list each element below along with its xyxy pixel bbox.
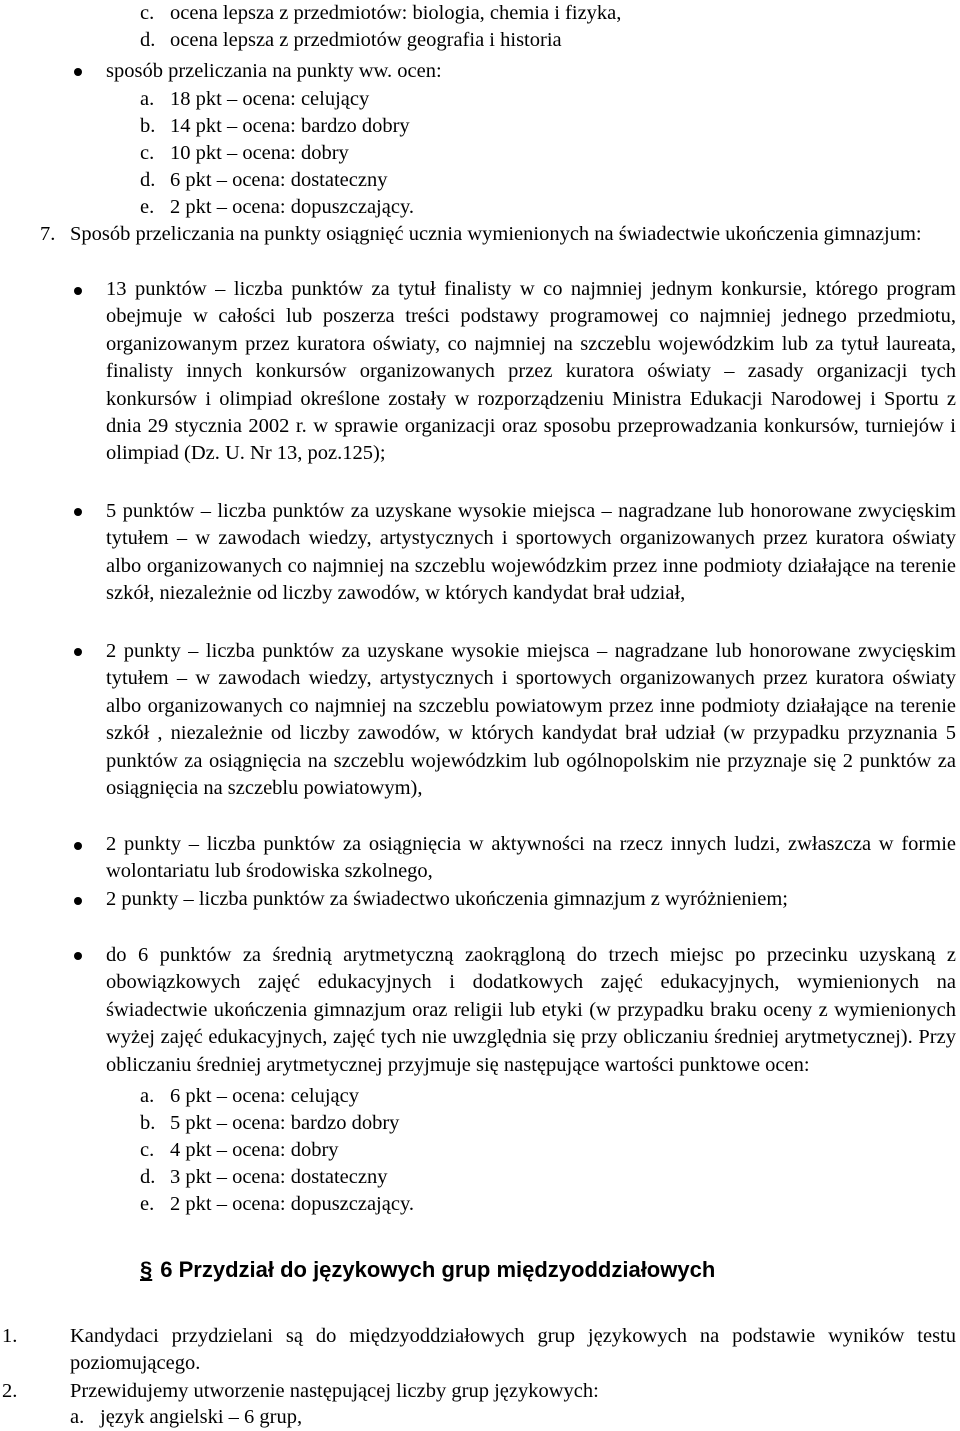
bullet-icon bbox=[74, 287, 82, 295]
list-text: 14 pkt – ocena: bardzo dobry bbox=[170, 115, 410, 137]
list-label: d. bbox=[140, 29, 156, 51]
list-number: 2. bbox=[2, 1380, 18, 1402]
achievement-item: 5 punktów – liczba punktów za uzyskane wysokie miejsca – nagradzane lub honorowane zwycięskim tytułem – w zawodach wiedzy, artystycznych i sportowych organizowanych przez kuratora oświaty albo organizowanych co najmniej na szczeblu wojewódzkim przez inne podmioty działające na terenie szkół, niezależnie od liczby zawodów, w których kandydat brał udział, bbox=[106, 500, 956, 605]
achievement-item: 2 punkty – liczba punktów za świadectwo ukończenia gimnazjum z wyróżnieniem; bbox=[106, 888, 788, 910]
list-text: ocena lepsza z przedmiotów geografia i historia bbox=[170, 29, 562, 51]
list-label: b. bbox=[140, 1112, 156, 1134]
list-item bbox=[140, 86, 369, 113]
bullet-icon bbox=[74, 648, 82, 656]
list-label: e. bbox=[140, 196, 155, 218]
achievement-item: 2 punkty – liczba punktów za osiągnięcia w aktywności na rzecz innych ludzi, zwłaszcza w formie wolontariatu lub środowiska szkolnego, bbox=[106, 833, 956, 883]
list-text: 4 pkt – ocena: dobry bbox=[170, 1139, 339, 1161]
achievement-item: do 6 punktów za średnią arytmetyczną zaokrągloną do trzech miejsc po przecinku uzyskaną z obowiązkowych zajęć edukacyjnych i dodatkowych zajęć edukacyjnych, wymienionych na świadectwie ukończenia gimnazjum oraz religii lub etyki (w przypadku braku oceny z wymienionych wyżej zajęć edukacyjnych, zajęć tych nie uwzględnia się przy obliczaniu średniej arytmetycznej). Przy obliczaniu średniej arytmetycznej przyjmuje się następujące wartości punktowe ocen: bbox=[106, 944, 956, 1076]
list-text: język angielski – 6 grup, bbox=[100, 1406, 303, 1428]
bullet-icon bbox=[74, 68, 82, 76]
achievement-item: 2 punkty – liczba punktów za uzyskane wysokie miejsca – nagradzane lub honorowane zwycięskim tytułem – w zawodach wiedzy, artystycznych i sportowych organizowanych przez kuratora oświaty albo organizowanych co najmniej na szczeblu powiatowym przez inne podmioty działające na terenie szkół , niezależnie od liczby zawodów, w których kandydat brał udział (w przypadku przyznania 5 punktów za osiągnięcia na szczeblu wojewódzkim lub ogólnopolskim nie przyznaje się 2 punktów za osiągnięcia na szczeblu powiatowym), bbox=[106, 640, 956, 800]
list-label: c. bbox=[140, 142, 155, 164]
section-heading bbox=[140, 1255, 715, 1285]
bullet-icon bbox=[74, 842, 82, 850]
bullet-icon bbox=[74, 508, 82, 516]
list-label: a. bbox=[70, 1406, 85, 1428]
list-label: a. bbox=[140, 88, 155, 110]
section-symbol: § bbox=[140, 1257, 153, 1282]
list-item bbox=[140, 27, 562, 54]
list-item bbox=[140, 1164, 387, 1191]
list-text: 3 pkt – ocena: dostateczny bbox=[170, 1166, 388, 1188]
list-label: e. bbox=[140, 1193, 155, 1215]
achievement-item: 13 punktów – liczba punktów za tytuł finalisty w co najmniej jednym konkursie, którego program obejmuje w całości lub poszerza treści podstawy programowej co najmniej jednego przedmiotu, organizowanym przez kuratora oświaty, co najmniej na szczeblu wojewódzkim lub za tytuł laureata, finalisty innych konkursów organizowanych przez kuratora oświaty – zasady organizacji tych konkursów i olimpiad określone zostały w rozporządzeniu Ministra Edukacji Narodowej i Sportu z dnia 29 stycznia 2002 r. w sprawie organizacji oraz sposobu przeprowadzania konkursów, turniejów i olimpiad (Dz. U. Nr 13, poz.125); bbox=[106, 278, 956, 465]
list-item bbox=[140, 167, 387, 194]
list-text: 6 pkt – ocena: dostateczny bbox=[170, 169, 388, 191]
list-text: ocena lepsza z przedmiotów: biologia, chemia i fizyka, bbox=[170, 2, 622, 24]
section-number: 7. bbox=[40, 223, 56, 245]
list-text: 10 pkt – ocena: dobry bbox=[170, 142, 349, 164]
list-item bbox=[140, 1083, 359, 1110]
bullet-icon bbox=[74, 952, 82, 960]
list-item bbox=[140, 1191, 414, 1218]
list-item bbox=[140, 140, 349, 167]
bullet-icon bbox=[74, 897, 82, 905]
list-text: 2 pkt – ocena: dopuszczający. bbox=[170, 196, 414, 218]
list-text: 5 pkt – ocena: bardzo dobry bbox=[170, 1112, 400, 1134]
list-item bbox=[140, 1110, 399, 1137]
list-label: b. bbox=[140, 115, 156, 137]
list-label: d. bbox=[140, 169, 156, 191]
list-text: 18 pkt – ocena: celujący bbox=[170, 88, 370, 110]
list-item bbox=[140, 0, 621, 27]
list-item bbox=[140, 194, 414, 221]
list-label: d. bbox=[140, 1166, 156, 1188]
list-text: 6 pkt – ocena: celujący bbox=[170, 1085, 359, 1107]
list-label: a. bbox=[140, 1085, 155, 1107]
list-label: c. bbox=[140, 1139, 155, 1161]
section-7-text: Sposób przeliczania na punkty osiągnięć ucznia wymienionych na świadectwie ukończenia gimnazjum: bbox=[70, 223, 922, 245]
list-item bbox=[140, 1137, 339, 1164]
list-label: c. bbox=[140, 2, 155, 24]
list-text: 2 pkt – ocena: dopuszczający. bbox=[170, 1193, 414, 1215]
final-list-item: Przewidujemy utworzenie następującej liczby grup językowych: bbox=[70, 1380, 599, 1402]
list-item bbox=[70, 1404, 302, 1431]
list-item bbox=[140, 113, 410, 140]
list-number: 1. bbox=[2, 1325, 18, 1347]
section-heading-text: 6 Przydział do językowych grup międzyoddziałowych bbox=[160, 1257, 716, 1282]
conversion-bullet-text: sposób przeliczania na punkty ww. ocen: bbox=[106, 60, 442, 82]
final-list-item: Kandydaci przydzielani są do międzyoddziałowych grup językowych na podstawie wyników testu poziomującego. bbox=[70, 1325, 956, 1375]
